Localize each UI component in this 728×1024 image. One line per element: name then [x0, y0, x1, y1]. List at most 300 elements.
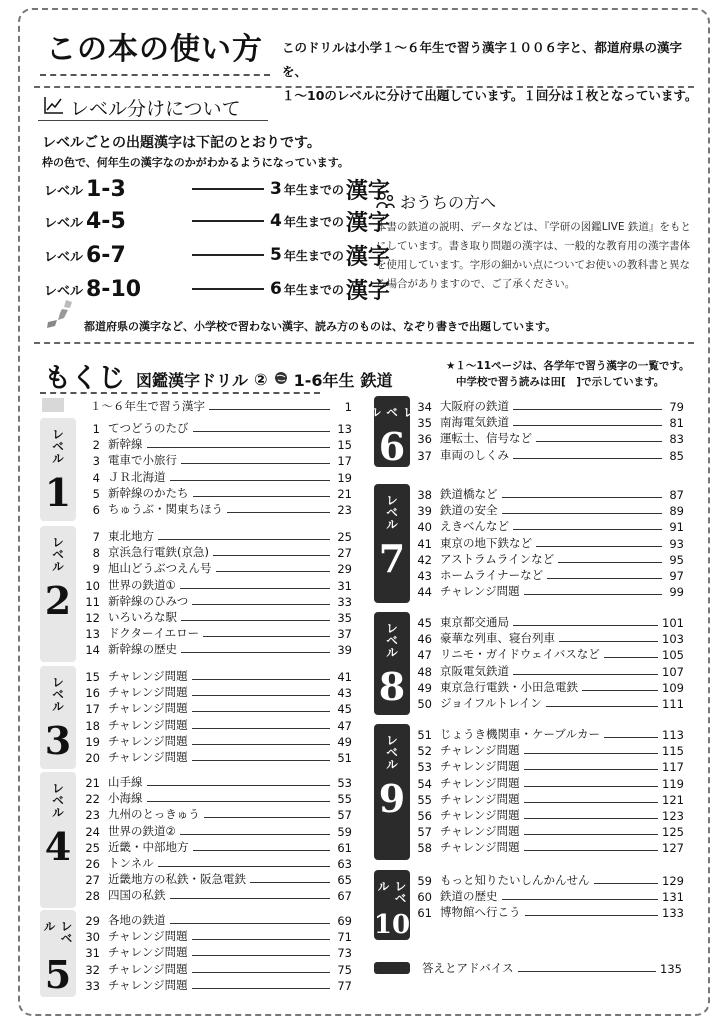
home-heading: [376, 190, 496, 213]
toc-entry[interactable]: [414, 726, 684, 742]
level-badge-1: [40, 418, 76, 521]
toc-entry[interactable]: [414, 742, 684, 758]
toc-entry[interactable]: [82, 977, 352, 993]
toc-entry[interactable]: [82, 928, 352, 944]
leader-line: [192, 988, 330, 989]
connector-line: [192, 254, 264, 256]
toc-entry-page: 133: [662, 906, 684, 921]
level-badge-label: レベル: [384, 734, 399, 770]
book-grade: 1-6年生: [293, 371, 355, 390]
leader-line: [147, 447, 331, 448]
toc-entry-number: 3: [92, 454, 100, 469]
intro-line-1: このドリルは小学１～６年生で習う漢字１００６字と、都道府県の漢字を、: [282, 40, 683, 79]
leader-line: [524, 834, 658, 835]
toc-entry[interactable]: [82, 806, 352, 822]
toc-entry[interactable]: [82, 912, 352, 928]
leader-line: [250, 882, 330, 883]
toc-entry[interactable]: [82, 733, 352, 749]
toc-entry[interactable]: [82, 560, 352, 576]
level-badge-number: 2: [44, 578, 72, 623]
level-badge-label: レベル: [376, 880, 407, 904]
toc-entry[interactable]: [82, 577, 352, 593]
toc-entry-title: 新幹線のひみつ: [108, 593, 189, 608]
leader-line: [192, 695, 330, 696]
toc-entry-number: 37: [417, 448, 432, 463]
toc-entry-intro[interactable]: [90, 398, 352, 414]
level-badge-label: レベル: [50, 782, 65, 818]
toc-entry-title: チャレンジ問題: [440, 791, 520, 806]
leader-line: [502, 497, 663, 498]
toc-entry[interactable]: [82, 469, 352, 485]
toc-entry-title: チャレンジ問題: [108, 685, 188, 700]
toc-entry-title: 旭山どうぶつえん号: [108, 561, 212, 576]
level-heading: [44, 94, 241, 121]
toc-entry[interactable]: [82, 544, 352, 560]
toc-entry-title: 博物館へ行こう: [440, 905, 521, 920]
toc-entry-title: 山手線: [108, 775, 143, 789]
toc-entry[interactable]: [414, 551, 684, 567]
leader-line: [524, 594, 662, 595]
grade: 4: [270, 211, 282, 231]
toc-entry-page: 61: [337, 840, 352, 855]
leader-line: [502, 513, 663, 514]
toc-entry-title: じょうき機関車・ケーブルカー: [440, 727, 600, 741]
toc-entry-title: 鉄道の安全: [440, 503, 498, 518]
toc-entry-page: 83: [669, 432, 684, 447]
toc-entry-title: てつどうのたび: [108, 421, 189, 435]
toc-entry-number: 6: [92, 503, 100, 517]
toc-entry[interactable]: [414, 775, 684, 791]
toc-entry-page: 123: [662, 809, 684, 823]
toc-entry[interactable]: [82, 839, 352, 855]
answers-marker: [374, 962, 410, 974]
toc-entry-page: 47: [337, 718, 352, 733]
toc-entry-page: 25: [337, 530, 352, 544]
toc-entry-page: 103: [662, 632, 684, 647]
level-description-note: 枠の色で、何年生の漢字なのかがわかるようになっています。: [42, 156, 349, 169]
chart-line-icon: [44, 96, 64, 119]
level-word: レベル: [44, 215, 84, 231]
leader-line: [193, 850, 331, 851]
level-badge-label: レベル: [384, 622, 399, 658]
toc-entry-page: 81: [669, 416, 684, 431]
leader-line: [147, 785, 331, 786]
level-badge-label: レベル: [367, 406, 416, 418]
toc-entry-number: 58: [417, 841, 432, 856]
toc-entry-title: 京阪電気鉄道: [440, 663, 509, 678]
leader-line: [170, 480, 331, 481]
level-word: レベル: [44, 183, 84, 199]
leader-line: [193, 431, 331, 432]
toc-entry[interactable]: [414, 630, 684, 646]
toc-entry[interactable]: [414, 414, 684, 430]
toc-entry[interactable]: [82, 668, 352, 684]
toc-entry-title: いろいろな駅: [108, 610, 177, 624]
toc-entry-number: 31: [85, 946, 100, 961]
toc-entry[interactable]: [82, 700, 352, 716]
toc-entry-title: ジョイフルトレイン: [440, 696, 542, 710]
toc-entry[interactable]: [82, 749, 352, 765]
toc-entry[interactable]: [82, 452, 352, 468]
toc-entry-number: 27: [85, 873, 100, 888]
toc-entry-page: 31: [337, 578, 352, 593]
toc-entry-number: 41: [417, 536, 432, 551]
toc-entry-number: 26: [85, 857, 100, 871]
connector-line: [192, 220, 264, 222]
leader-line: [536, 441, 662, 442]
toc-note: [446, 358, 702, 390]
level-badge-label: レベル: [42, 920, 73, 944]
toc-entry-number: 34: [417, 400, 432, 414]
toc-entry-number: 22: [85, 792, 100, 807]
toc-entry-title: 大阪府の鉄道: [440, 399, 509, 413]
toc-entry-number: 5: [92, 486, 100, 501]
toc-entry-title: 運転士、信号など: [440, 431, 532, 446]
toc-entry-page: 119: [662, 776, 684, 791]
level-word: レベル: [44, 249, 84, 265]
leader-line: [559, 641, 658, 642]
leader-line: [192, 744, 330, 745]
toc-entry[interactable]: [414, 486, 684, 502]
toc-entry[interactable]: [82, 887, 352, 903]
toc-entry-page: 107: [662, 664, 684, 679]
leader-line: [524, 786, 658, 787]
toc-entry-number: 29: [85, 914, 100, 928]
intro-marker: [42, 398, 64, 412]
toc-entry[interactable]: [82, 485, 352, 501]
toc-entry-title: 鉄道の歴史: [440, 889, 498, 904]
toc-entry[interactable]: [82, 501, 352, 517]
toc-entry-page: 125: [662, 825, 684, 840]
leader-line: [181, 463, 330, 464]
toc-entry[interactable]: [82, 717, 352, 733]
toc-entry-title: トンネル: [108, 856, 154, 870]
toc-entry[interactable]: [82, 625, 352, 641]
leader-line: [525, 915, 659, 916]
toc-entry-page: 27: [337, 546, 352, 561]
leader-line: [547, 578, 662, 579]
leader-line: [192, 939, 330, 940]
toc-entry-number: 13: [85, 627, 100, 642]
toc-entry-title: 新幹線: [108, 437, 143, 452]
toc-entry-page: 45: [337, 702, 352, 717]
leader-line: [502, 899, 659, 900]
toc-entry[interactable]: [414, 398, 684, 414]
level-badge-label: レベル: [384, 494, 399, 530]
toc-entry-title: チャレンジ問題: [440, 759, 520, 774]
toc-entry-title: 車両のしくみ: [440, 447, 509, 462]
toc-entry-page: 71: [337, 930, 352, 945]
toc-entry-title: チャレンジ問題: [440, 775, 520, 790]
toc-entry[interactable]: [82, 961, 352, 977]
level-badge-4: [40, 772, 76, 908]
toc-entry[interactable]: [414, 535, 684, 551]
toc-entry-page: 21: [337, 486, 352, 501]
toc-entry-number: 38: [417, 488, 432, 502]
globe-icon: [274, 370, 288, 389]
level-badge-2: [40, 526, 76, 662]
toc-entry-page: 65: [337, 873, 352, 888]
toc-entry-number: 52: [417, 744, 432, 759]
toc-entry-page: 111: [662, 697, 684, 711]
toc-entry[interactable]: [414, 872, 684, 888]
level-badge-number: 5: [44, 952, 72, 997]
toc-entry-title: 東京急行電鉄・小田急電鉄: [440, 679, 578, 694]
toc-entry-page: 55: [337, 792, 352, 807]
toc-entry[interactable]: [414, 518, 684, 534]
toc-entry-title: １～６年生で習う漢字: [90, 399, 205, 413]
grade-suffix: 年生までの: [283, 182, 344, 197]
toc-entry-page: 129: [662, 874, 684, 888]
toc-entry-title: アストラムラインなど: [440, 551, 555, 566]
toc-entry[interactable]: [414, 758, 684, 774]
toc-entry[interactable]: [414, 583, 684, 599]
toc-entry-number: 45: [417, 616, 432, 630]
grade-suffix: 年生までの: [283, 282, 344, 297]
toc-entry-number: 44: [417, 585, 432, 600]
level-range: 6-7: [86, 242, 126, 268]
toc-entry-page: 105: [662, 648, 684, 663]
toc-entry-page: 43: [337, 686, 352, 701]
toc-entry-number: 21: [85, 776, 100, 790]
toc-entry-page: 1: [344, 400, 352, 414]
toc-entry[interactable]: [414, 679, 684, 695]
toc-entry-page: 57: [337, 808, 352, 823]
toc-entry-number: 47: [417, 648, 432, 663]
japan-map-icon: [44, 298, 74, 330]
toc-entry-number: 28: [85, 889, 100, 904]
toc-entry-page: 41: [337, 670, 352, 684]
toc-entry[interactable]: [82, 684, 352, 700]
toc-entry-title: 新幹線のかたち: [108, 485, 189, 500]
toc-entry-page: 99: [669, 585, 684, 600]
toc-entry[interactable]: [82, 593, 352, 609]
toc-entry-title: 世界の鉄道②: [108, 823, 176, 838]
toc-note-line-2: 中学校で習う読みは田[ ]で示しています。: [456, 376, 665, 388]
level-row: [44, 206, 390, 236]
toc-entry-number: 2: [92, 438, 100, 453]
toc-entry[interactable]: [82, 944, 352, 960]
kanji-word: 漢字: [345, 178, 390, 204]
leader-line: [524, 850, 658, 851]
leader-line: [192, 679, 330, 680]
toc-entry-page: 37: [337, 627, 352, 642]
toc-entry-number: 42: [417, 552, 432, 567]
toc-entry[interactable]: [82, 609, 352, 625]
toc-entry-number: 35: [417, 416, 432, 431]
leader-line: [604, 737, 658, 738]
toc-entry-page: 127: [662, 841, 684, 856]
leader-line: [203, 636, 330, 637]
toc-entry[interactable]: [414, 663, 684, 679]
toc-entry-number: 51: [417, 728, 432, 742]
leader-line: [158, 866, 330, 867]
leader-line: [546, 706, 658, 707]
toc-entry-number: 10: [85, 578, 100, 593]
toc-entry-number: 43: [417, 569, 432, 583]
toc-entry-title: 東京の地下鉄など: [440, 535, 532, 550]
toc-entry[interactable]: [82, 871, 352, 887]
leader-line: [604, 657, 658, 658]
leader-line: [524, 769, 658, 770]
toc-entry-page: 35: [337, 611, 352, 625]
toc-entry-title: チャレンジ問題: [440, 743, 520, 758]
toc-entry-number: 7: [92, 530, 100, 544]
leader-line: [192, 972, 330, 973]
leader-line: [513, 425, 662, 426]
toc-entry-title: チャレンジ問題: [108, 961, 188, 976]
toc-entry-page: 131: [662, 890, 684, 905]
leader-line: [594, 883, 659, 884]
toc-entry[interactable]: [414, 904, 684, 920]
toc-entry-page: 79: [669, 400, 684, 414]
toc-entry[interactable]: [414, 823, 684, 839]
toc-entry-page: 59: [337, 824, 352, 839]
grade: 6: [270, 279, 282, 299]
toc-entry-number: 46: [417, 632, 432, 647]
toc-entry-number: 23: [85, 808, 100, 823]
toc-entry[interactable]: [414, 695, 684, 711]
toc-entry-number: 8: [92, 546, 100, 561]
toc-entry-title: チャレンジ問題: [440, 584, 520, 599]
level-badge-label: レベル: [50, 536, 65, 572]
toc-entry-number: 20: [85, 751, 100, 765]
toc-entry-number: 53: [417, 760, 432, 775]
title-underline: [40, 74, 270, 76]
toc-entry-page: 15: [337, 438, 352, 453]
level-badge-label: レベル: [50, 428, 65, 464]
toc-entry-number: 56: [417, 809, 432, 823]
toc-entry-number: 50: [417, 697, 432, 711]
toc-entry-title: ちゅうぶ・関東ちほう: [108, 502, 223, 516]
intro-text: [282, 36, 702, 108]
toc-entry[interactable]: [414, 447, 684, 463]
toc-entry-number: 36: [417, 432, 432, 447]
toc-entry[interactable]: [82, 855, 352, 871]
toc-entry-page: 63: [337, 857, 352, 871]
toc-entry-title: チャレンジ問題: [108, 669, 188, 683]
toc-entry-page: 97: [669, 569, 684, 583]
leader-line: [513, 674, 658, 675]
toc-entry-title: 南海電気鉄道: [440, 415, 509, 430]
toc-entry-page: 113: [662, 728, 684, 742]
toc-entry[interactable]: [414, 791, 684, 807]
toc-entry-number: 30: [85, 930, 100, 945]
toc-entry-title: 四国の私鉄: [108, 888, 166, 903]
level-badge-8: [374, 612, 410, 715]
grade: 5: [270, 245, 282, 265]
leader-line: [180, 588, 330, 589]
toc-entry[interactable]: [414, 567, 684, 583]
leader-line: [180, 834, 330, 835]
leader-line: [558, 562, 662, 563]
leader-line: [536, 546, 662, 547]
page-title: この本の使い方: [46, 32, 263, 67]
kanji-word: 漢字: [345, 278, 390, 304]
toc-entry[interactable]: [82, 436, 352, 452]
level-badge-number: 1: [44, 470, 72, 515]
level-badge-10: [374, 870, 410, 940]
toc-entry[interactable]: [414, 839, 684, 855]
toc-underline: [40, 392, 320, 394]
toc-entry-title: チャレンジ問題: [108, 701, 188, 716]
family-icon: [376, 191, 396, 213]
toc-entry-title: チャレンジ問題: [440, 808, 520, 822]
home-heading-text: おうちの方へ: [400, 193, 497, 212]
toc-entry[interactable]: [82, 774, 352, 790]
leader-line: [192, 760, 330, 761]
level-range: 1-3: [86, 176, 126, 202]
leader-line: [513, 409, 662, 410]
toc-entry-number: 4: [92, 470, 100, 485]
toc-entry-number: 60: [417, 890, 432, 905]
toc-entry[interactable]: [82, 528, 352, 544]
toc-entry-number: 32: [85, 962, 100, 977]
toc-entry-title: ドクターイエロー: [108, 626, 200, 641]
level-badge-label: レベル: [50, 676, 65, 712]
leader-line: [216, 571, 331, 572]
toc-entry-title: 電車で小旅行: [108, 453, 177, 468]
kanji-word: 漢字: [345, 210, 390, 236]
level-word: レベル: [44, 283, 84, 299]
toc-entry[interactable]: [82, 420, 352, 436]
toc-entry-answers[interactable]: [422, 960, 682, 976]
toc-entry[interactable]: [82, 641, 352, 657]
level-badge-9: [374, 724, 410, 860]
leader-line: [518, 971, 656, 972]
toc-entry-title: 各地の鉄道: [108, 913, 166, 927]
toc-entry-title: もっと知りたいしんかんせん: [440, 873, 590, 887]
toc-entry[interactable]: [82, 790, 352, 806]
toc-entry-page: 93: [669, 536, 684, 551]
toc-entry-title: チャレンジ問題: [108, 733, 188, 748]
toc-note-line-1: ★１～11ページは、各学年で習う漢字の一覧です。: [446, 360, 690, 372]
toc-entry-number: 17: [85, 702, 100, 717]
toc-entry[interactable]: [414, 646, 684, 662]
toc-entry-number: 14: [85, 643, 100, 658]
toc-entry-page: 29: [337, 562, 352, 577]
leader-line: [204, 817, 330, 818]
toc-entry-page: 67: [337, 889, 352, 904]
level-badge-6: [367, 396, 416, 469]
toc-entry-page: 117: [662, 760, 684, 775]
toc-entry-title: チャレンジ問題: [108, 977, 188, 992]
leader-line: [170, 898, 331, 899]
leader-line: [193, 496, 331, 497]
toc-entry-title: チャレンジ問題: [440, 840, 520, 855]
toc-entry-number: 15: [85, 670, 100, 684]
toc-entry-number: 1: [92, 422, 100, 436]
toc-entry[interactable]: [414, 430, 684, 446]
toc-entry[interactable]: [414, 888, 684, 904]
leader-line: [158, 539, 330, 540]
toc-entry-title: ＪＲ北海道: [108, 469, 166, 484]
toc-entry-number: 16: [85, 686, 100, 701]
connector-line: [192, 188, 264, 190]
leader-line: [209, 409, 330, 410]
toc-entry-title: 鉄道橋など: [440, 487, 498, 501]
level-badge-number: 6: [378, 424, 406, 469]
toc-entry[interactable]: [414, 807, 684, 823]
leader-line: [213, 555, 330, 556]
toc-entry[interactable]: [82, 823, 352, 839]
toc-entry[interactable]: [414, 614, 684, 630]
grade: 3: [270, 179, 282, 199]
divider: [34, 342, 694, 344]
toc-entry-page: 49: [337, 734, 352, 749]
grade-suffix: 年生までの: [283, 214, 344, 229]
toc-entry[interactable]: [414, 502, 684, 518]
